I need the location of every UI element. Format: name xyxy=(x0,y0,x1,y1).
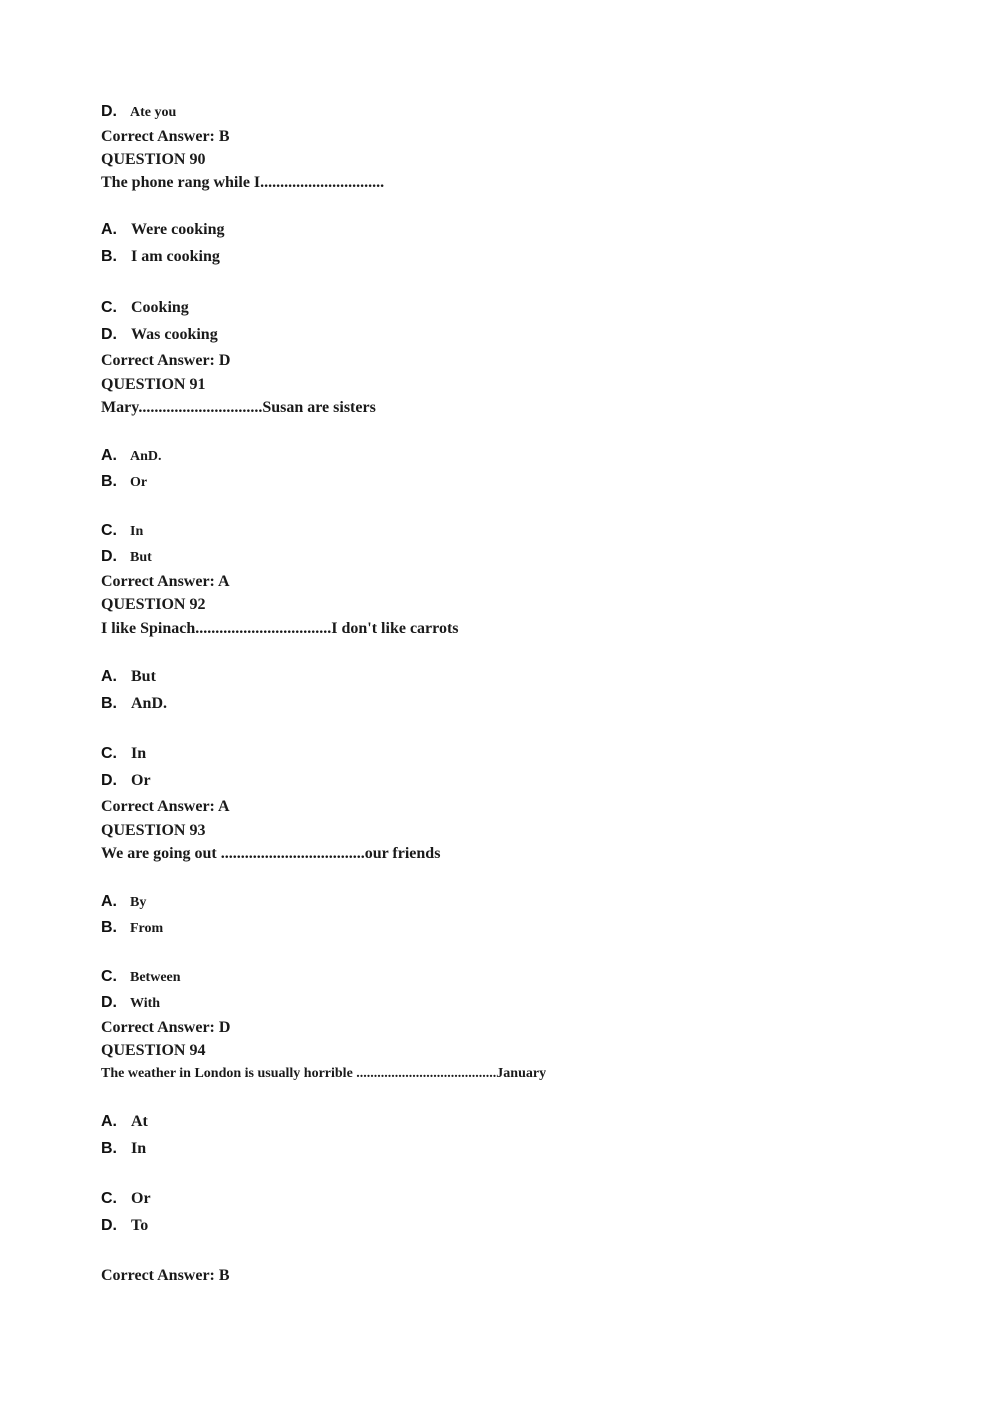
option-b xyxy=(101,247,220,267)
correct-answer: Correct Answer: B xyxy=(101,1267,230,1284)
correct-answer: Correct Answer: D xyxy=(101,1019,231,1036)
question-stem: Mary...............................Susan are sisters xyxy=(101,399,376,416)
option-text: Ate you xyxy=(130,105,177,120)
option-letter: A. xyxy=(101,893,117,910)
option-d xyxy=(101,1216,148,1236)
option-d xyxy=(101,771,151,791)
option-a xyxy=(101,446,162,467)
option-c xyxy=(101,1189,151,1209)
option-text: With xyxy=(130,996,161,1011)
option-letter: B. xyxy=(101,248,117,265)
option-c xyxy=(101,744,146,764)
option-letter: C. xyxy=(101,968,117,985)
option-letter: B. xyxy=(101,695,117,712)
question-title: QUESTION 91 xyxy=(101,376,206,393)
option-d xyxy=(101,102,176,123)
option-text: From xyxy=(130,921,164,936)
option-text: Were cooking xyxy=(131,221,225,238)
option-text: I am cooking xyxy=(131,248,220,265)
option-text: In xyxy=(131,745,147,762)
option-text: Was cooking xyxy=(131,326,218,343)
option-c xyxy=(101,967,181,988)
option-letter: D. xyxy=(101,994,117,1011)
option-text: By xyxy=(130,895,147,910)
option-text: In xyxy=(130,524,144,539)
option-text: In xyxy=(131,1140,147,1157)
question-stem: I like Spinach..................................I don't like carrots xyxy=(101,620,459,637)
option-d xyxy=(101,547,152,568)
option-text: Or xyxy=(130,475,148,490)
option-letter: C. xyxy=(101,522,117,539)
option-letter: D. xyxy=(101,772,117,789)
option-c xyxy=(101,521,143,542)
option-letter: C. xyxy=(101,745,117,762)
question-title: QUESTION 92 xyxy=(101,596,206,613)
option-b xyxy=(101,472,147,493)
option-letter: B. xyxy=(101,919,117,936)
option-text: But xyxy=(131,668,156,685)
option-b xyxy=(101,694,167,714)
option-letter: A. xyxy=(101,1113,117,1130)
option-a xyxy=(101,892,146,913)
option-letter: C. xyxy=(101,1190,117,1207)
option-text: Or xyxy=(131,772,151,789)
option-text: At xyxy=(131,1113,148,1130)
option-b xyxy=(101,1139,146,1159)
question-title: QUESTION 90 xyxy=(101,151,206,168)
option-a xyxy=(101,220,224,240)
option-letter: A. xyxy=(101,668,117,685)
question-title: QUESTION 93 xyxy=(101,822,206,839)
option-letter: D. xyxy=(101,326,117,343)
option-c xyxy=(101,298,189,318)
option-text: Cooking xyxy=(131,299,189,316)
option-letter: D. xyxy=(101,548,117,565)
option-text: Or xyxy=(131,1190,151,1207)
option-letter: D. xyxy=(101,103,117,120)
option-text: AnD. xyxy=(130,449,162,464)
option-d xyxy=(101,993,160,1014)
option-text: Between xyxy=(130,970,181,985)
option-text: AnD. xyxy=(131,695,168,712)
option-text: To xyxy=(131,1217,149,1234)
correct-answer: Correct Answer: D xyxy=(101,352,231,369)
correct-answer: Correct Answer: A xyxy=(101,573,230,590)
option-letter: B. xyxy=(101,1140,117,1157)
option-letter: A. xyxy=(101,447,117,464)
option-a xyxy=(101,1112,148,1132)
correct-answer: Correct Answer: A xyxy=(101,798,230,815)
option-letter: C. xyxy=(101,299,117,316)
option-letter: B. xyxy=(101,473,117,490)
question-stem: The phone rang while I............................... xyxy=(101,174,385,191)
question-stem: We are going out ....................................our friends xyxy=(101,845,441,862)
option-letter: D. xyxy=(101,1217,117,1234)
question-stem: The weather in London is usually horrible ........................................January xyxy=(101,1066,547,1081)
option-text: But xyxy=(130,550,152,565)
option-b xyxy=(101,918,163,939)
option-a xyxy=(101,667,156,687)
correct-answer: Correct Answer: B xyxy=(101,128,230,145)
option-letter: A. xyxy=(101,221,117,238)
option-d xyxy=(101,325,218,345)
question-title: QUESTION 94 xyxy=(101,1042,206,1059)
